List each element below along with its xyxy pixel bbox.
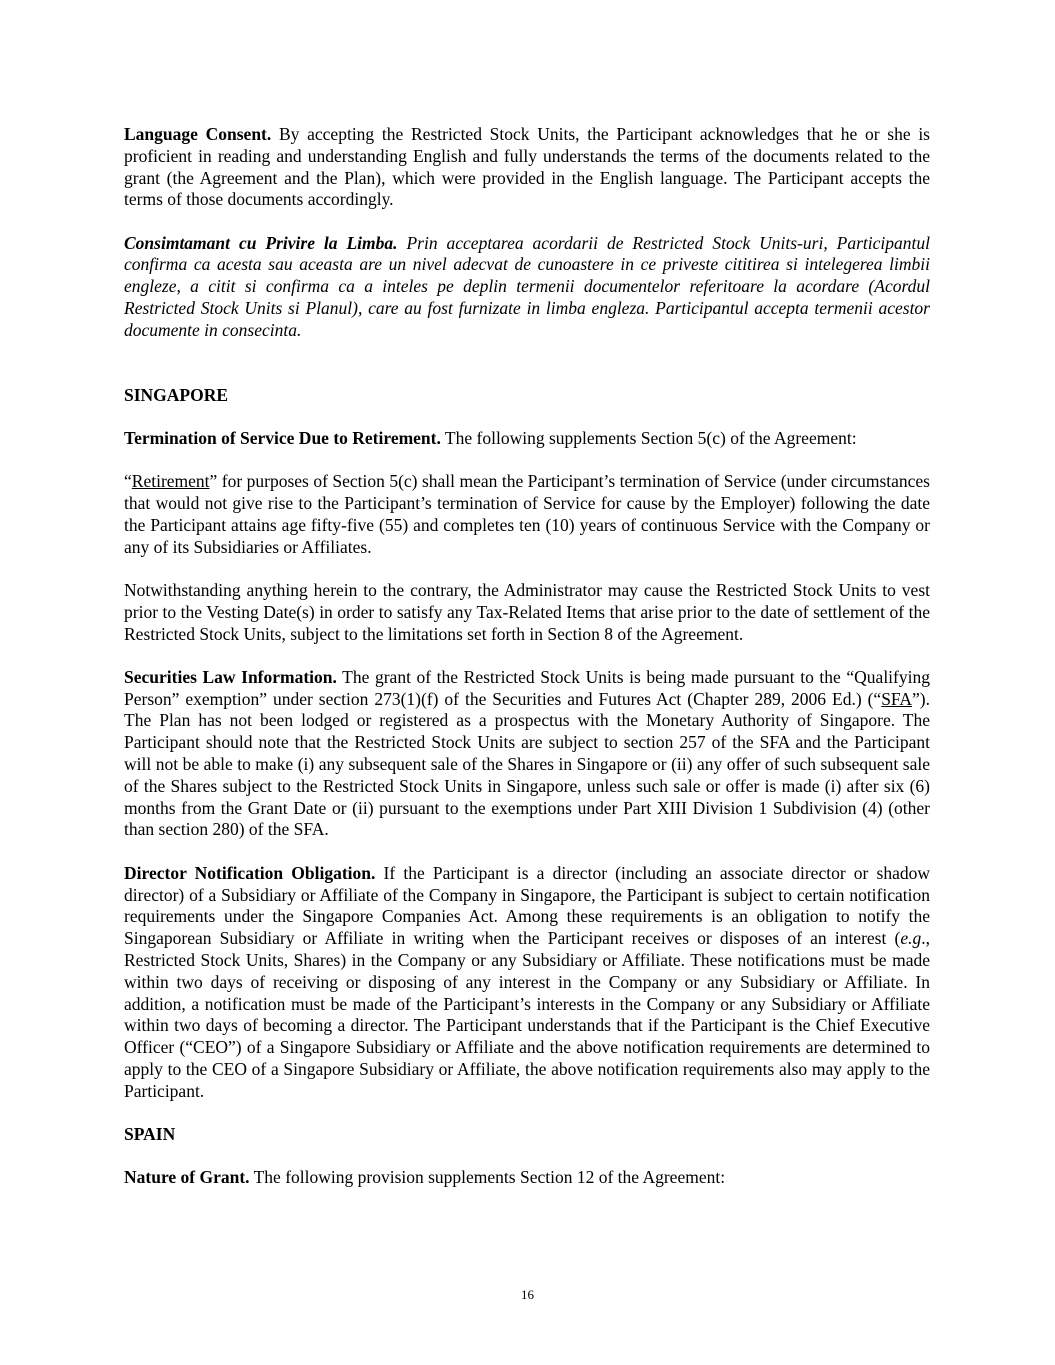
retirement-paragraph (124, 428, 930, 450)
director-notification-paragraph (124, 863, 930, 1103)
retirement-defined-term: Retirement (131, 471, 210, 492)
securities-law-title: Securities Law Information. (124, 666, 337, 687)
nature-of-grant-title: Nature of Grant. (124, 1167, 250, 1188)
retirement-definition-paragraph (124, 471, 930, 558)
securities-law-paragraph (124, 667, 930, 841)
retirement-open-quote: “ (124, 471, 132, 492)
securities-law-text-after: ”). The Plan has not been lodged or registered as a prospectus with the Monetary Authority of Singapore. The Participant should note that the Restricted Stock Units are subject to section 257 of the SFA and the Participant will not be able to make (i) any subsequent sale of the Shares in Singapore or (ii) any offer of such subsequent sale of the Shares subject to the Restricted Stock Units in Singapore, unless such sale or offer is made (i) after six (6) months from the Grant Date or (ii) pursuant to the exemptions under Part XIII Division 1 Subdivision (4) (other than section 280) of the SFA. (124, 688, 930, 840)
language-consent-romanian-paragraph (124, 233, 930, 342)
singapore-heading: SINGAPORE (124, 384, 229, 405)
language-consent-romanian-title: Consimtamant cu Privire la Limba. (124, 232, 398, 253)
language-consent-romanian-text: Prin acceptarea acordarii de Restricted Stock Units-uri, Participantul confirma ca acesta sau aceasta are un nivel adecvat de cunoastere in ce priveste cititirea si intelegerea limbii engleze, a citit si confirma ca a inteles pe deplin termenii documentelor referitoare la acordare (Acordul Restricted Stock Units si Planul), care au fost furnizate in limba engleza. Participantul accepta termenii acestor documente in consecinta. (124, 232, 930, 340)
page-number: 16 (521, 1287, 534, 1302)
language-consent-title: Language Consent. (124, 124, 272, 144)
notwithstanding-paragraph: Notwithstanding anything herein to the contrary, the Administrator may cause the Restricted Stock Units to vest prior to the Vesting Date(s) in order to satisfy any Tax-Related Items that arise prior to the date of settlement of the Restricted Stock Units, subject to the limitations set forth in Section 8 of the Agreement. (124, 579, 930, 644)
director-notification-title: Director Notification Obligation. (124, 862, 376, 883)
retirement-text: The following supplements Section 5(c) of the Agreement: (440, 427, 857, 448)
eg-abbreviation: e.g (900, 928, 922, 949)
nature-of-grant-paragraph (124, 1167, 930, 1189)
director-notification-text-after: ., Restricted Stock Units, Shares) in the Company or any Subsidiary or Affiliate. These notifications must be made within two days of receiving or disposing of any interest in the Company or any Subsidiary or Affiliate. In addition, a notification must be made of the Participant’s interests in the Company or any Subsidiary or Affiliate within two days of becoming a director. The Participant understands that if the Participant is the Chief Executive Officer (“CEO”) of a Singapore Subsidiary or Affiliate and the above notification requirements are determined to apply to the CEO of a Singapore Subsidiary or Affiliate, the above notification requirements also may apply to the Participant. (124, 928, 930, 1101)
document-page (124, 124, 930, 1189)
director-notification-text-before: If the Participant is a director (including an associate director or shadow director) of a Subsidiary or Affiliate of the Company in Singapore, the Participant is subject to certain notification requirements under the Singapore Companies Act. Among these requirements is an obligation to notify the Singaporean Subsidiary or Affiliate in writing when the Participant receives or disposes of an interest ( (124, 862, 930, 949)
nature-of-grant-text: The following provision supplements Section 12 of the Agreement: (249, 1167, 726, 1188)
securities-law-text-before: The grant of the Restricted Stock Units is being made pursuant to the “Qualifying Person” exemption” under section 273(1)(f) of the Securities and Futures Act (Chapter 289, 2006 Ed.) (“ (124, 666, 930, 709)
language-consent-paragraph (124, 124, 930, 211)
retirement-title: Termination of Service Due to Retirement. (124, 427, 441, 448)
language-consent-text: By accepting the Restricted Stock Units, the Participant acknowledges that he or she is proficient in reading and understanding English and fully understands the terms of the documents related to the grant (the Agreement and the Plan), which were provided in the English language. The Participant accepts the terms of those documents accordingly. (124, 124, 930, 210)
sfa-defined-term: SFA (881, 688, 913, 709)
retirement-definition-text: ” for purposes of Section 5(c) shall mean the Participant’s termination of Service (under circumstances that would not give rise to the Participant’s termination of Service for cause by the Employer) following the date the Participant attains age fifty-five (55) and completes ten (10) years of continuous Service with the Company or any of its Subsidiaries or Affiliates. (124, 471, 930, 557)
spain-heading: SPAIN (124, 1123, 176, 1144)
